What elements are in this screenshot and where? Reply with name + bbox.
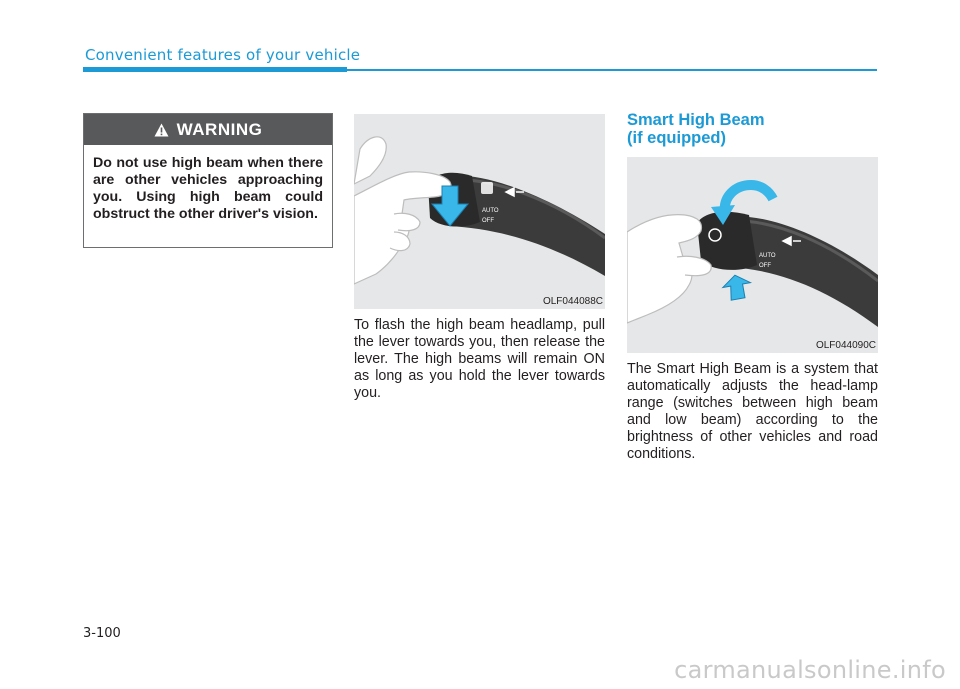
section-title-line2: (if equipped) [627,129,726,147]
header-rule-thick [83,67,347,72]
lever-label-off: OFF [482,218,494,224]
warning-header [84,114,332,145]
watermark: carmanualsonline.info [674,656,946,684]
warning-title: WARNING [176,119,263,139]
warning-box [83,113,333,248]
push-arrow-icon [721,273,753,301]
figure-code: OLF044088C [542,296,603,307]
lever-label-auto: AUTO [759,253,776,259]
lever-label-off: OFF [759,263,771,269]
lever-pull-drawing [354,114,605,309]
warning-text: Do not use high beam when there are other vehicles approaching you. Using high beam could obstruct the other driver's vision. [93,155,323,222]
page-number: 3-100 [83,626,121,641]
smart-high-beam-drawing [627,157,878,353]
flash-high-beam-paragraph: To flash the high beam headlamp, pull the lever towards you, then release the lever. The high beams will remain ON as long as you hold the lever towards you. [354,317,605,401]
smart-high-beam-paragraph: The Smart High Beam is a system that automatically adjusts the head-lamp range (switches between high beam and low beam) according to the brightness of other vehicles and road conditions. [627,361,878,462]
section-title-line1: Smart High Beam [627,111,765,129]
header-rule-thin [347,69,877,71]
section-header-title: Convenient features of your vehicle [85,46,361,64]
lever-pull-illustration [354,114,605,309]
figure-code: OLF044090C [815,340,876,351]
warning-triangle-icon [154,123,169,137]
section-title [627,111,878,147]
smart-high-beam-illustration [627,157,878,353]
lever-label-auto: AUTO [482,208,499,214]
